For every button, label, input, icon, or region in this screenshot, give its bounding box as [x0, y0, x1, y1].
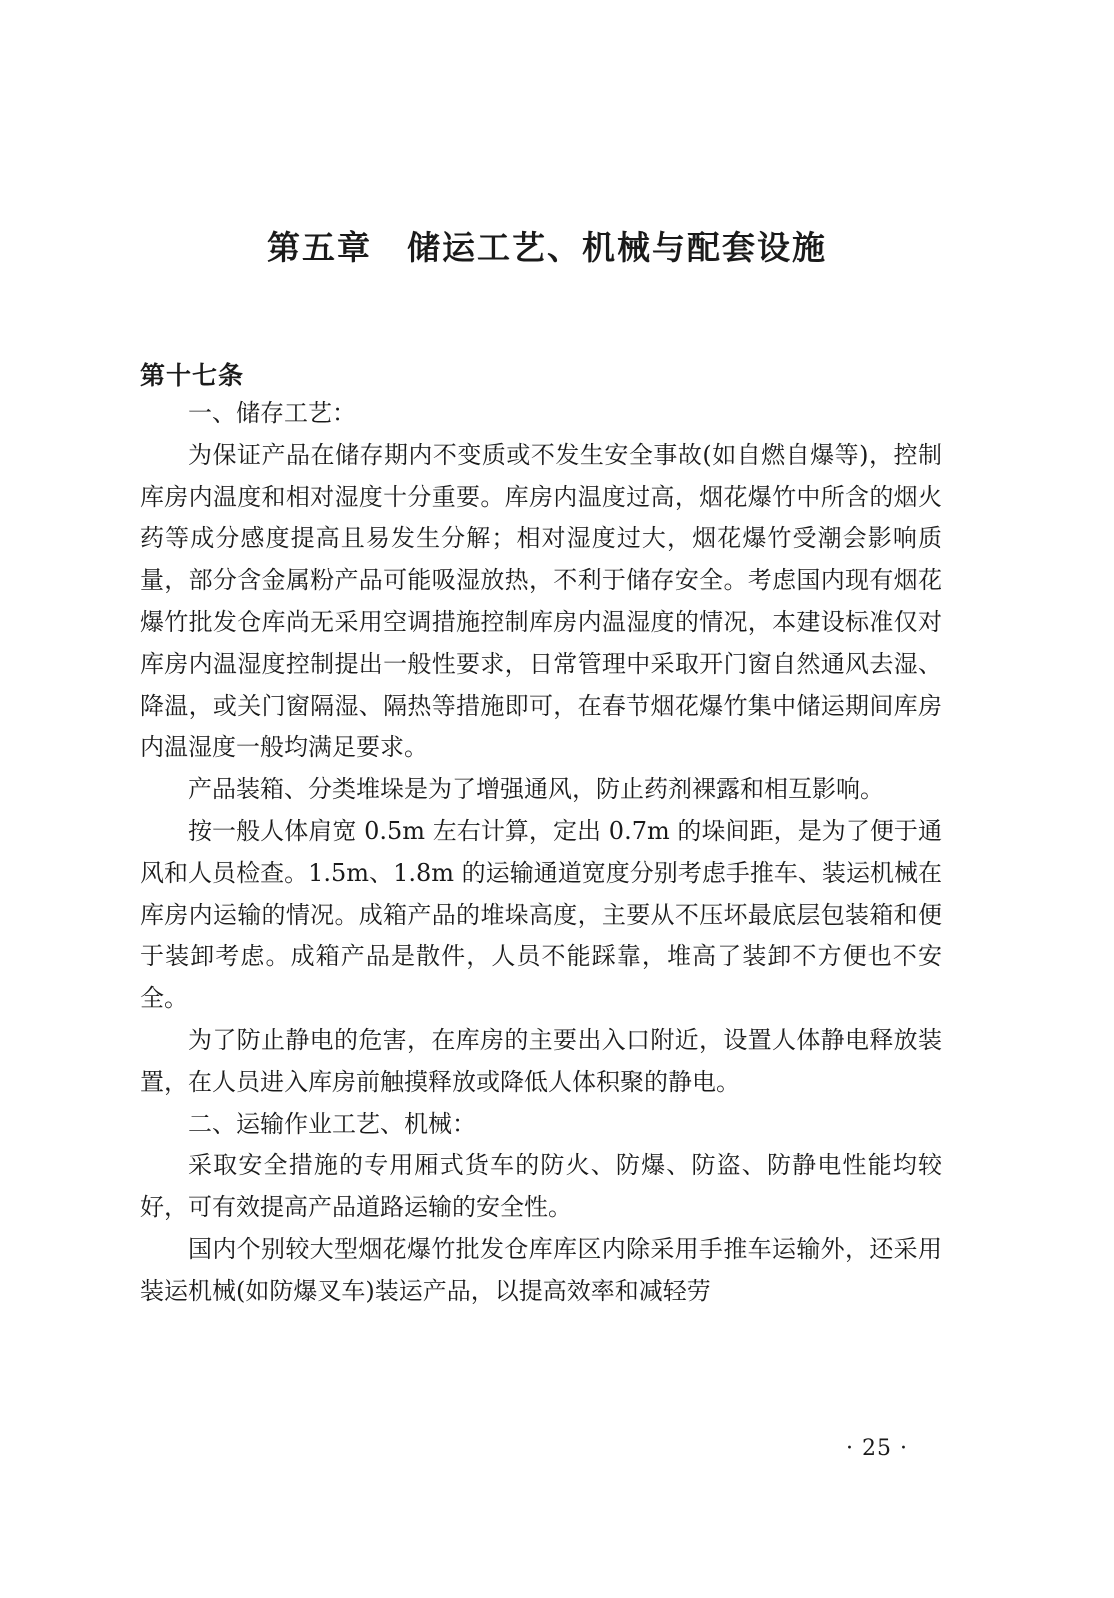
body-text [140, 393, 942, 1313]
section-heading-transport: 二、运输作业工艺、机械： [188, 1109, 476, 1138]
paragraph: 按一般人体肩宽 0.5m 左右计算，定出 0.7m 的垛间距，是为了便于通风和人员检查。1.5m、1.8m 的运输通道宽度分别考虑手推车、装运机械在库房内运输的情况。成箱产品的堆垛高度，主要从不压坏最底层包装箱和便于装卸考虑。成箱产品是散件，人员不能踩靠，堆高了装卸不方便也不安全。 [140, 816, 942, 1013]
paragraph: 产品装箱、分类堆垛是为了增强通风，防止药剂裸露和相互影响。 [188, 775, 884, 804]
article-title: 第十七条 [140, 361, 245, 390]
chapter-title: 第五章 储运工艺、机械与配套设施 [267, 228, 827, 267]
paragraph: 为了防止静电的危害，在库房的主要出入口附近，设置人体静电释放装置，在人员进入库房前触摸释放或降低人体积聚的静电。 [140, 1025, 942, 1096]
paragraph: 为保证产品在储存期内不变质或不发生安全事故(如自燃自爆等)，控制库房内温度和相对湿度十分重要。库房内温度过高，烟花爆竹中所含的烟火药等成分感度提高且易发生分解；相对湿度过大，烟花爆竹受潮会影响质量，部分含金属粉产品可能吸湿放热，不利于储存安全。考虑国内现有烟花爆竹批发仓库尚无采用空调措施控制库房内温湿度的情况，本建设标准仅对库房内温湿度控制提出一般性要求，日常管理中采取开门窗自然通风去湿、降温，或关门窗隔湿、隔热等措施即可，在春节烟花爆竹集中储运期间库房内温湿度一般均满足要求。 [140, 440, 942, 762]
section-heading-storage: 一、储存工艺： [188, 399, 356, 427]
page-number: · 25 · [846, 1436, 908, 1461]
paragraph: 采取安全措施的专用厢式货车的防火、防爆、防盗、防静电性能均较好，可有效提高产品道路运输的安全性。 [140, 1151, 942, 1222]
paragraph: 国内个别较大型烟花爆竹批发仓库库区内除采用手推车运输外，还采用装运机械(如防爆叉车)装运产品，以提高效率和减轻劳 [140, 1234, 942, 1305]
